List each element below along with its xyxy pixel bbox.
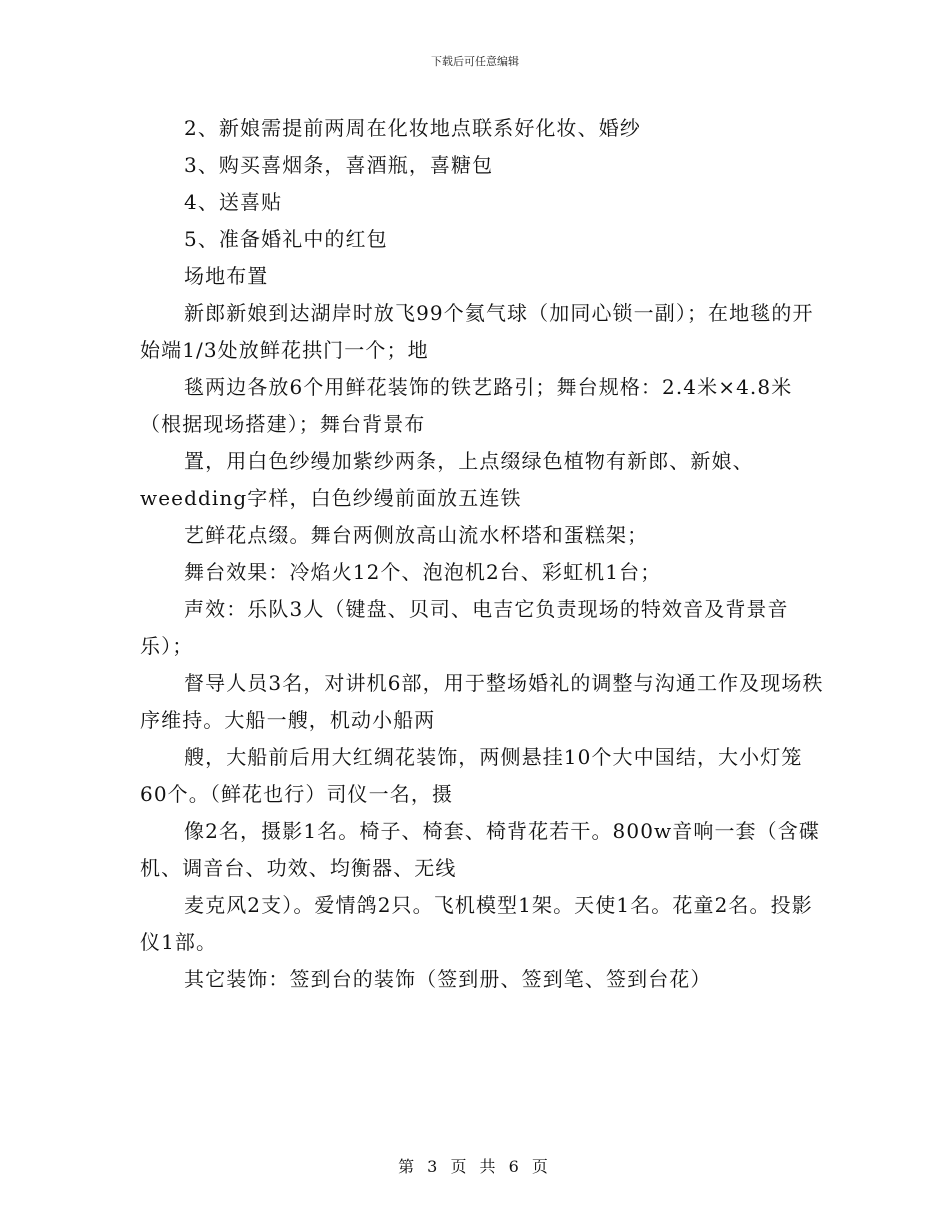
paragraph: 毯两边各放6个用鲜花装饰的铁艺路引；舞台规格：2.4米×4.8米（根据现场搭建）；舞台背景布 — [140, 375, 793, 436]
paragraph: 麦克风2支）。爱情鸽2只。飞机模型1架。天使1名。花童2名。投影仪1部。 — [140, 893, 813, 954]
paragraph: 艺鲜花点缀。舞台两侧放高山流水杯塔和蛋糕架； — [184, 523, 649, 547]
paragraph: 督导人员3名，对讲机6部，用于整场婚礼的调整与沟通工作及现场秩序维持。大船一艘，机动小船两 — [140, 671, 824, 732]
page-footer: 第 3 页 共 6 页 — [398, 1157, 552, 1176]
paragraph: 3、购买喜烟条，喜酒瓶，喜糖包 — [184, 153, 494, 177]
paragraph: 2、新娘需提前两周在化妆地点联系好化妆、婚纱 — [184, 116, 641, 140]
paragraph: 声效：乐队3人（键盘、贝司、电吉它负责现场的特效音及背景音乐）； — [140, 597, 789, 658]
paragraph: 置，用白色纱缦加紫纱两条，上点缀绿色植物有新郎、新娘、weedding字样，白色纱缦前面放五连铁 — [140, 449, 754, 510]
paragraph: 其它装饰：签到台的装饰（签到册、签到笔、签到台花） — [184, 967, 712, 991]
section-heading: 场地布置 — [184, 264, 269, 288]
page-header: 下载后可任意编辑 — [431, 55, 519, 68]
paragraph: 5、准备婚礼中的红包 — [184, 227, 388, 251]
paragraph: 4、送喜贴 — [184, 190, 283, 214]
document-body — [140, 110, 830, 998]
paragraph: 舞台效果：冷焰火12个、泡泡机2台、彩虹机1台； — [184, 560, 662, 584]
paragraph: 新郎新娘到达湖岸时放飞99个氦气球（加同心锁一副）；在地毯的开始端1/3处放鲜花拱门一个；地 — [140, 301, 814, 362]
paragraph: 艘，大船前后用大红绸花装饰，两侧悬挂10个大中国结，大小灯笼60个。（鲜花也行）司仪一名，摄 — [140, 745, 803, 806]
paragraph: 像2名，摄影1名。椅子、椅套、椅背花若干。800w音响一套（含碟机、调音台、功效、均衡器、无线 — [140, 819, 820, 880]
